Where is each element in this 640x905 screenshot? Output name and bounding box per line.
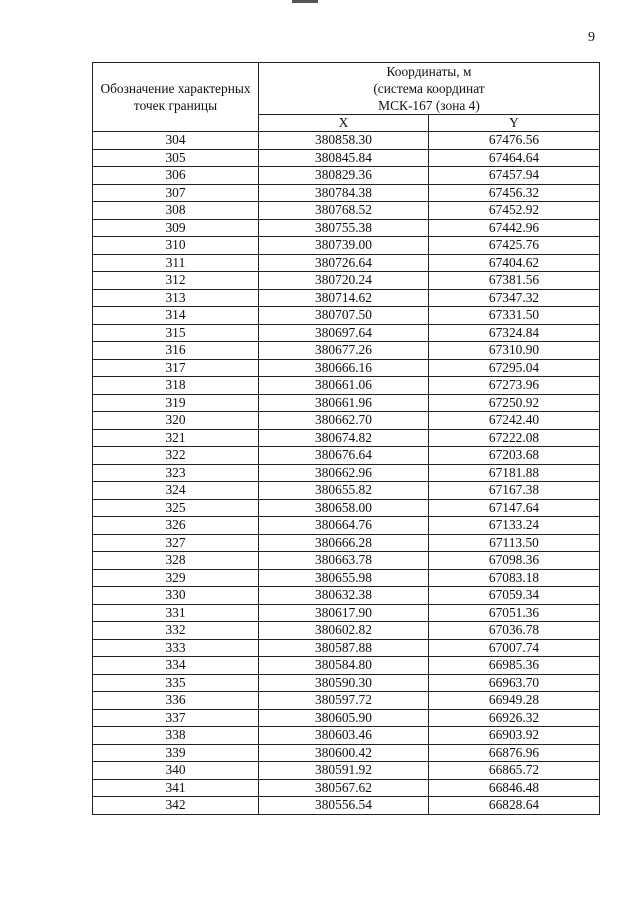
y-cell: 67051.36 — [429, 604, 600, 622]
point-cell: 328 — [93, 552, 259, 570]
x-cell: 380655.98 — [259, 569, 429, 587]
y-cell: 67083.18 — [429, 569, 600, 587]
x-cell: 380739.00 — [259, 237, 429, 255]
table-row — [93, 464, 600, 482]
x-cell: 380666.16 — [259, 359, 429, 377]
point-cell: 305 — [93, 149, 259, 167]
y-cell: 67310.90 — [429, 342, 600, 360]
point-cell: 340 — [93, 762, 259, 780]
table-row — [93, 657, 600, 675]
y-cell: 67242.40 — [429, 412, 600, 430]
x-cell: 380784.38 — [259, 184, 429, 202]
table-row — [93, 797, 600, 815]
x-cell: 380602.82 — [259, 622, 429, 640]
point-cell: 341 — [93, 779, 259, 797]
top-scan-mark — [292, 0, 318, 3]
point-cell: 337 — [93, 709, 259, 727]
table-row — [93, 254, 600, 272]
x-cell: 380674.82 — [259, 429, 429, 447]
y-cell: 67381.56 — [429, 272, 600, 290]
table-row — [93, 499, 600, 517]
point-cell: 313 — [93, 289, 259, 307]
point-cell: 336 — [93, 692, 259, 710]
table-row — [93, 482, 600, 500]
x-cell: 380603.46 — [259, 727, 429, 745]
x-cell: 380768.52 — [259, 202, 429, 220]
table-row — [93, 569, 600, 587]
x-cell: 380590.30 — [259, 674, 429, 692]
point-cell: 312 — [93, 272, 259, 290]
table-row — [93, 219, 600, 237]
x-cell: 380567.62 — [259, 779, 429, 797]
table-row — [93, 307, 600, 325]
table-row — [93, 709, 600, 727]
x-cell: 380676.64 — [259, 447, 429, 465]
y-cell: 67273.96 — [429, 377, 600, 395]
point-cell: 331 — [93, 604, 259, 622]
y-cell: 67476.56 — [429, 132, 600, 150]
table-row — [93, 289, 600, 307]
point-cell: 316 — [93, 342, 259, 360]
table-row — [93, 727, 600, 745]
table-row — [93, 447, 600, 465]
table-row — [93, 692, 600, 710]
x-cell: 380726.64 — [259, 254, 429, 272]
coordinates-header-line3: МСК-167 (зона 4) — [378, 98, 480, 113]
table-row — [93, 674, 600, 692]
point-cell: 315 — [93, 324, 259, 342]
point-cell: 307 — [93, 184, 259, 202]
y-cell: 66846.48 — [429, 779, 600, 797]
point-cell: 335 — [93, 674, 259, 692]
point-cell: 310 — [93, 237, 259, 255]
x-cell: 380617.90 — [259, 604, 429, 622]
table-row — [93, 202, 600, 220]
point-cell: 338 — [93, 727, 259, 745]
table-row — [93, 779, 600, 797]
table-row — [93, 762, 600, 780]
y-cell: 67113.50 — [429, 534, 600, 552]
point-cell: 320 — [93, 412, 259, 430]
table-row — [93, 237, 600, 255]
x-cell: 380591.92 — [259, 762, 429, 780]
point-cell: 309 — [93, 219, 259, 237]
y-cell: 66865.72 — [429, 762, 600, 780]
x-cell: 380707.50 — [259, 307, 429, 325]
y-cell: 67324.84 — [429, 324, 600, 342]
y-cell: 67098.36 — [429, 552, 600, 570]
table-row — [93, 342, 600, 360]
x-cell: 380829.36 — [259, 167, 429, 185]
coordinates-header-line2: (система координат — [373, 81, 485, 96]
point-cell: 304 — [93, 132, 259, 150]
table-row — [93, 587, 600, 605]
x-cell: 380661.06 — [259, 377, 429, 395]
table-row — [93, 149, 600, 167]
y-cell: 67452.92 — [429, 202, 600, 220]
x-cell: 380755.38 — [259, 219, 429, 237]
y-cell: 66985.36 — [429, 657, 600, 675]
table-row — [93, 552, 600, 570]
point-cell: 321 — [93, 429, 259, 447]
y-cell: 67347.32 — [429, 289, 600, 307]
table-row — [93, 534, 600, 552]
coordinates-header — [259, 63, 600, 115]
point-cell: 330 — [93, 587, 259, 605]
x-cell: 380858.30 — [259, 132, 429, 150]
y-cell: 67457.94 — [429, 167, 600, 185]
table-row — [93, 412, 600, 430]
table-row — [93, 517, 600, 535]
table-row — [93, 359, 600, 377]
y-cell: 67036.78 — [429, 622, 600, 640]
y-cell: 67147.64 — [429, 499, 600, 517]
x-cell: 380655.82 — [259, 482, 429, 500]
point-cell: 322 — [93, 447, 259, 465]
point-cell: 311 — [93, 254, 259, 272]
x-cell: 380584.80 — [259, 657, 429, 675]
point-cell: 329 — [93, 569, 259, 587]
y-cell: 67203.68 — [429, 447, 600, 465]
x-cell: 380663.78 — [259, 552, 429, 570]
point-cell: 323 — [93, 464, 259, 482]
x-cell: 380714.62 — [259, 289, 429, 307]
y-cell: 66876.96 — [429, 744, 600, 762]
y-cell: 67464.64 — [429, 149, 600, 167]
x-cell: 380662.96 — [259, 464, 429, 482]
point-cell: 324 — [93, 482, 259, 500]
x-cell: 380697.64 — [259, 324, 429, 342]
y-cell: 67295.04 — [429, 359, 600, 377]
y-cell: 67404.62 — [429, 254, 600, 272]
point-cell: 334 — [93, 657, 259, 675]
x-cell: 380666.28 — [259, 534, 429, 552]
x-cell: 380587.88 — [259, 639, 429, 657]
y-cell: 67133.24 — [429, 517, 600, 535]
y-cell: 67331.50 — [429, 307, 600, 325]
point-cell: 306 — [93, 167, 259, 185]
table-row — [93, 604, 600, 622]
x-cell: 380720.24 — [259, 272, 429, 290]
table-row — [93, 377, 600, 395]
point-cell: 342 — [93, 797, 259, 815]
y-cell: 67456.32 — [429, 184, 600, 202]
point-designation-header: Обозначение характерных точек границы — [93, 63, 259, 132]
table-row — [93, 639, 600, 657]
point-cell: 326 — [93, 517, 259, 535]
x-cell: 380662.70 — [259, 412, 429, 430]
table-row — [93, 622, 600, 640]
point-cell: 339 — [93, 744, 259, 762]
y-cell: 67250.92 — [429, 394, 600, 412]
x-cell: 380600.42 — [259, 744, 429, 762]
y-cell: 67222.08 — [429, 429, 600, 447]
table-row — [93, 394, 600, 412]
point-cell: 317 — [93, 359, 259, 377]
point-cell: 314 — [93, 307, 259, 325]
y-cell: 67181.88 — [429, 464, 600, 482]
page-number: 9 — [588, 30, 595, 45]
table-row — [93, 744, 600, 762]
x-cell: 380664.76 — [259, 517, 429, 535]
x-cell: 380845.84 — [259, 149, 429, 167]
y-cell: 66903.92 — [429, 727, 600, 745]
x-cell: 380556.54 — [259, 797, 429, 815]
table-row — [93, 132, 600, 150]
y-cell: 67167.38 — [429, 482, 600, 500]
x-cell: 380597.72 — [259, 692, 429, 710]
y-cell: 66828.64 — [429, 797, 600, 815]
x-column-header: X — [259, 115, 429, 132]
x-cell: 380661.96 — [259, 394, 429, 412]
point-cell: 319 — [93, 394, 259, 412]
x-cell: 380632.38 — [259, 587, 429, 605]
x-cell: 380677.26 — [259, 342, 429, 360]
table-row — [93, 272, 600, 290]
table-row — [93, 429, 600, 447]
x-cell: 380605.90 — [259, 709, 429, 727]
point-cell: 332 — [93, 622, 259, 640]
point-cell: 327 — [93, 534, 259, 552]
table-row — [93, 184, 600, 202]
point-cell: 308 — [93, 202, 259, 220]
y-cell: 67442.96 — [429, 219, 600, 237]
table-row — [93, 324, 600, 342]
table-row — [93, 167, 600, 185]
point-cell: 318 — [93, 377, 259, 395]
point-cell: 333 — [93, 639, 259, 657]
x-cell: 380658.00 — [259, 499, 429, 517]
y-cell: 66949.28 — [429, 692, 600, 710]
point-cell: 325 — [93, 499, 259, 517]
coordinates-rows — [93, 132, 600, 815]
y-column-header: Y — [429, 115, 600, 132]
coordinates-header-line1: Координаты, м — [386, 64, 472, 79]
y-cell: 66963.70 — [429, 674, 600, 692]
y-cell: 67425.76 — [429, 237, 600, 255]
y-cell: 66926.32 — [429, 709, 600, 727]
y-cell: 67059.34 — [429, 587, 600, 605]
y-cell: 67007.74 — [429, 639, 600, 657]
coordinates-table — [92, 62, 600, 815]
